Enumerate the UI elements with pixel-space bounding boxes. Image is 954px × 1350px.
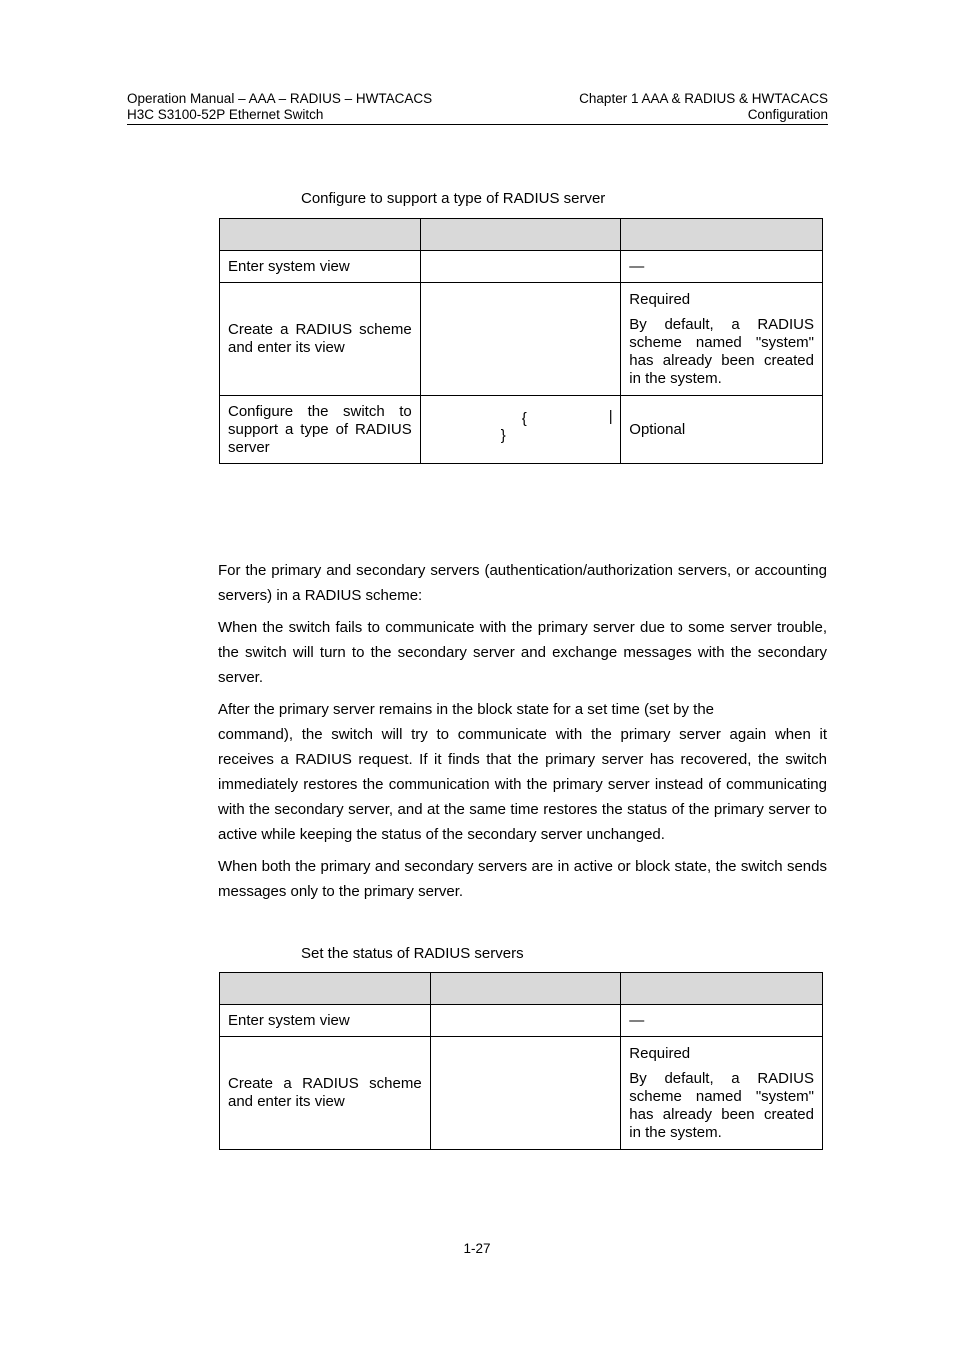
remarks-cell <box>621 1037 823 1150</box>
product-name: H3C S3100-52P Ethernet Switch <box>127 107 324 122</box>
table1-caption: Configure to support a type of RADIUS server <box>301 190 606 207</box>
brace-close: } <box>500 426 506 444</box>
table-row <box>220 1005 823 1037</box>
command-cell <box>420 283 621 396</box>
running-header-left <box>127 91 432 123</box>
table2 <box>219 972 823 1150</box>
operation-cell: Enter system view <box>220 1005 431 1037</box>
table2-caption: Set the status of RADIUS servers <box>301 945 524 962</box>
table1-header-row <box>220 219 823 251</box>
remarks-required: Required <box>629 1044 691 1062</box>
command-cell <box>420 251 621 283</box>
paragraph: For the primary and secondary servers (authentication/authorization servers, or accounting servers) in a RADIUS scheme: <box>218 562 827 604</box>
command-cell <box>430 1005 621 1037</box>
remarks-cell <box>621 283 823 396</box>
command-cell <box>430 1037 621 1150</box>
remarks-default-note: By default, a RADIUS scheme named "system" has already been created in the system. <box>629 315 814 387</box>
brace-open: { <box>521 409 527 427</box>
page-number: 1-27 <box>463 1241 491 1256</box>
body-text <box>218 558 827 911</box>
choice-separator: | <box>608 407 613 425</box>
table-row <box>220 396 823 464</box>
command-syntax <box>429 407 613 450</box>
remarks-cell: — <box>621 251 823 283</box>
paragraph: When the switch fails to communicate with the primary server due to some server trouble, the switch will turn to the secondary server and exchange messages with the secondary server. <box>218 619 827 686</box>
remarks-required: Required <box>629 290 691 308</box>
table2-header-cell <box>220 973 431 1005</box>
paragraph-continuation: command), the switch will try to communicate with the primary server again when it receives a RADIUS request. If it finds that the primary server has recovered, the switch immediately restores the communication with the primary server instead of communicating with the secondary server, and at the same time restores the status of the primary server to active while keeping the status of the secondary server unchanged. <box>218 726 827 843</box>
table-row <box>220 251 823 283</box>
remarks-default-note: By default, a RADIUS scheme named "system" has already been created in the system. <box>629 1069 814 1141</box>
operation-cell: Create a RADIUS scheme and enter its view <box>220 1037 431 1150</box>
table1 <box>219 218 823 464</box>
table2-header-row <box>220 973 823 1005</box>
paragraph <box>218 697 827 847</box>
table-row <box>220 283 823 396</box>
operation-cell: Configure the switch to support a type of RADIUS server <box>220 396 421 464</box>
table2-header-cell <box>621 973 823 1005</box>
running-header-right <box>579 91 828 123</box>
paragraph: When both the primary and secondary servers are in active or block state, the switch sends messages only to the primary server. <box>218 858 827 900</box>
table-row <box>220 1037 823 1150</box>
table2-header-cell <box>430 973 621 1005</box>
section-title: Configuration <box>747 107 828 122</box>
table1-header-cell <box>220 219 421 251</box>
remarks-cell: Optional <box>621 396 823 464</box>
paragraph-line: After the primary server remains in the block state for a set time (set by the <box>218 701 715 718</box>
operation-cell: Create a RADIUS scheme and enter its view <box>220 283 421 396</box>
table1-header-cell <box>420 219 621 251</box>
operation-cell: Enter system view <box>220 251 421 283</box>
chapter-title: Chapter 1 AAA & RADIUS & HWTACACS <box>579 91 828 106</box>
header-divider <box>127 124 828 125</box>
remarks-cell: — <box>621 1005 823 1037</box>
manual-title: Operation Manual – AAA – RADIUS – HWTACACS <box>127 91 433 106</box>
command-cell <box>420 396 621 464</box>
table1-header-cell <box>621 219 823 251</box>
